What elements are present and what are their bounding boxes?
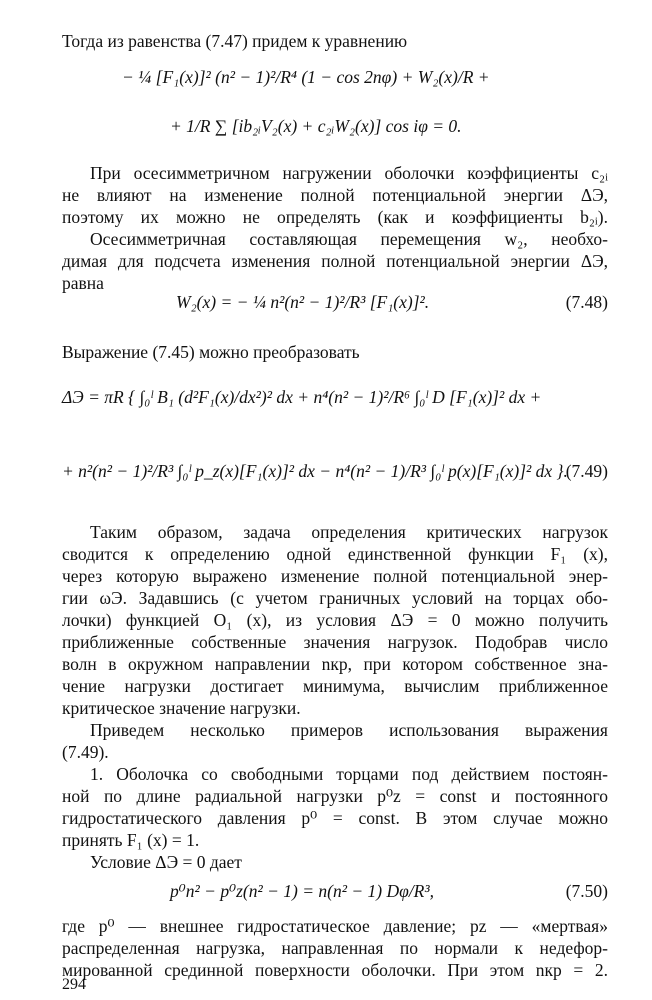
equation-number-7-50: (7.50) (565, 881, 608, 901)
text-line: приближенные собственные значения нагрузок. Подобрав число (62, 632, 608, 652)
text-line: где p⁰ — внешнее гидростатическое давление; pz — «мертвая» (62, 916, 608, 936)
formula-7-49-part1: ΔЭ = πR { ∫₀ˡ B₁ (d²F₁(x)/dx²)² dx + n⁴(n² − 1)²/R⁶ ∫₀ˡ D [F₁(x)]² dx + (62, 387, 542, 407)
text-line: распределенная нагрузка, направленная по нормали к недефор- (62, 938, 608, 958)
equation-number-7-49: (7.49) (565, 461, 608, 481)
text-line: поэтому их можно не определять (как и коэффициенты b₂ᵢ). (62, 207, 608, 227)
text-line: Выражение (7.45) можно преобразовать (62, 342, 360, 362)
text-line: Приведем несколько примеров использования выражения (90, 720, 608, 740)
formula-7-47-part2: + 1/R ∑ [ib₂ᵢV₂(x) + c₂ᵢW₂(x)] cos iφ = 0. (170, 116, 462, 136)
text-line: лочки) функцией O₁ (x), из условия ΔЭ = 0 можно получить (62, 610, 608, 630)
text-line: волн в окружном направлении nкр, при котором собственное зна- (62, 654, 608, 674)
text-line: гии ωЭ. Задавшись (с учетом граничных условий на торцах обо- (62, 588, 608, 608)
text-line: критическое значение нагрузки. (62, 698, 301, 718)
page-number: 294 (62, 976, 86, 993)
text-line: Тогда из равенства (7.47) придем к уравнению (62, 31, 408, 51)
formula-7-47-part1: − ¼ [F₁(x)]² (n² − 1)²/R⁴ (1 − cos 2nφ) + W₂(x)/R + (122, 67, 490, 87)
text-line: равна (62, 273, 104, 293)
text-line: ной по длине радиальной нагрузки p⁰z = const и постоянного (62, 786, 608, 806)
text-line: принять F₁ (x) = 1. (62, 830, 200, 850)
text-line: через которую выражено изменение полной потенциальной энер- (62, 566, 608, 586)
formula-7-49-part2: + n²(n² − 1)²/R³ ∫₀ˡ p_z(x)[F₁(x)]² dx − n⁴(n² − 1)/R³ ∫₀ˡ p(x)[F₁(x)]² dx }. (62, 461, 568, 481)
text-line: Таким образом, задача определения критических нагрузок (90, 522, 608, 542)
text-line: димая для подсчета изменения полной потенциальной энергии ΔЭ, (62, 251, 608, 271)
text-line: мированной срединной поверхности оболочки. При этом nкр = 2. (62, 960, 608, 980)
text-line: Условие ΔЭ = 0 дает (90, 852, 242, 872)
formula-7-50: p⁰n² − p⁰z(n² − 1) = n(n² − 1) Dφ/R³, (170, 881, 434, 901)
formula-7-48: W₂(x) = − ¼ n²(n² − 1)²/R³ [F₁(x)]². (176, 292, 430, 312)
text-line: не влияют на изменение полной потенциальной энергии ΔЭ, (62, 185, 608, 205)
text-line: 1. Оболочка со свободными торцами под действием постоян- (90, 764, 608, 784)
text-line: чение нагрузки достигает минимума, вычислим приближенное (62, 676, 608, 696)
text-line: При осесимметричном нагружении оболочки коэффициенты c₂ᵢ (90, 163, 608, 183)
text-line: сводится к определению одной единственной функции F₁ (x), (62, 544, 608, 564)
text-line: гидростатического давления p⁰ = const. В этом случае можно (62, 808, 608, 828)
text-line: Осесимметричная составляющая перемещения w₂, необхо- (90, 229, 608, 249)
text-line: (7.49). (62, 742, 109, 762)
equation-number-7-48: (7.48) (565, 292, 608, 312)
